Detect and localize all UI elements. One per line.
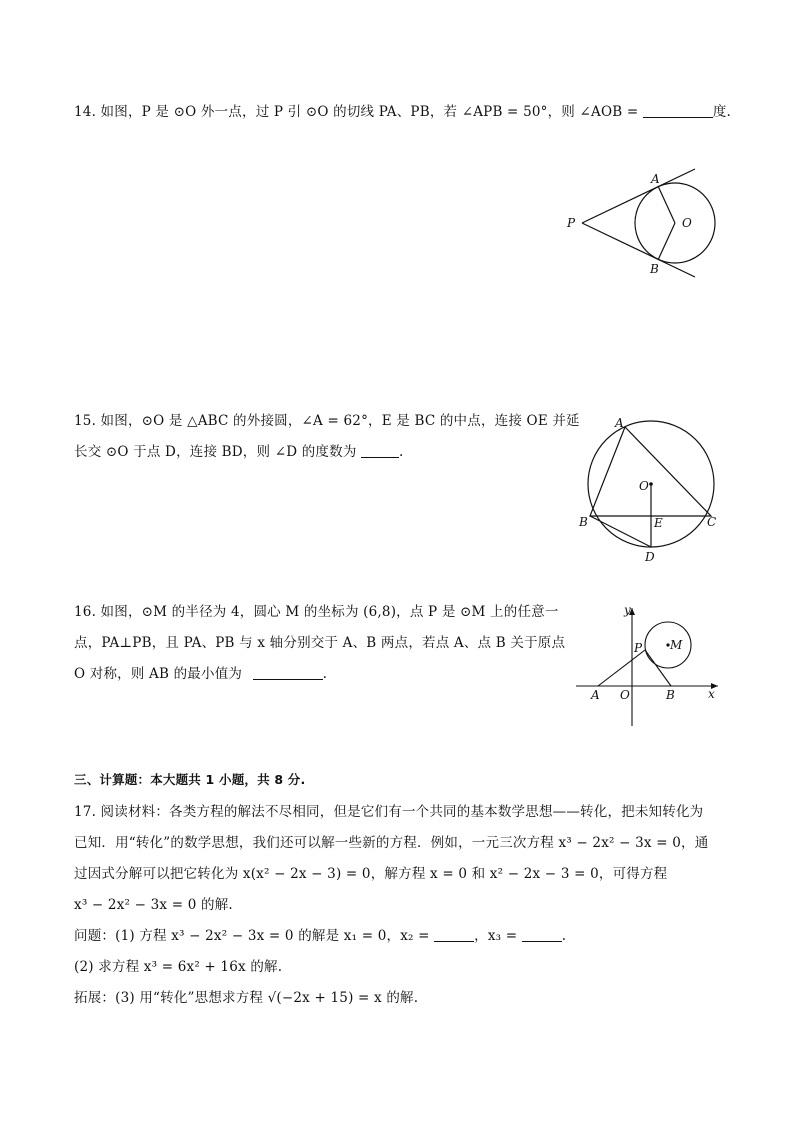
q15-label-o: O	[639, 479, 649, 493]
q15-segment-bd	[590, 516, 651, 547]
q16-label-m: M	[670, 638, 683, 652]
q16-answer-blank[interactable]	[253, 665, 323, 680]
q17-line1: 17. 阅读材料：各类方程的解法不尽相同，但是它们有一个共同的基本数学思想——转化，把未知转化为	[74, 804, 704, 820]
q17-x3-blank[interactable]	[522, 927, 562, 942]
q16-segment-pa	[598, 650, 645, 686]
q17-part1-stem: 问题：(1) 方程 x³ − 2x² − 3x = 0 的解是 x₁ = 0，x₂ =	[74, 928, 430, 944]
q14-label-o: O	[682, 216, 692, 230]
q15-label-a: A	[615, 416, 624, 430]
q14-stem: 14. 如图，P 是 ⊙O 外一点，过 P 引 ⊙O 的切线 PA、PB，若 ∠APB = 50°，则 ∠AOB =	[74, 104, 639, 120]
q15-center-dot	[649, 482, 653, 486]
q16-line3	[74, 664, 327, 684]
q15-answer-blank[interactable]	[361, 443, 399, 458]
q16-label-p: P	[634, 641, 643, 655]
q16-label-o: O	[620, 688, 630, 702]
q15-label-d: D	[645, 550, 655, 564]
q17-line4: x³ − 2x² − 3x = 0 的解.	[74, 897, 233, 913]
q15-line1: 15. 如图，⊙O 是 △ABC 的外接圆，∠A = 62°，E 是 BC 的中点，连接 OE 并延	[74, 413, 580, 429]
q16-label-y: y	[624, 603, 631, 617]
q16-label-b: B	[666, 688, 675, 702]
q17-part1	[74, 926, 566, 946]
q15-label-e: E	[654, 516, 663, 530]
q17-part2: (2) 求方程 x³ = 6x² + 16x 的解.	[74, 959, 283, 975]
q14-unit: 度.	[712, 104, 732, 120]
q17-part3: 拓展：(3) 用“转化”思想求方程 √(−2x + 15) = x 的解.	[74, 990, 419, 1006]
q14-radius-oa	[658, 186, 675, 223]
q14-tangent-pa	[582, 169, 695, 223]
q15-label-c: C	[707, 515, 717, 529]
q14-text	[74, 102, 731, 122]
q14-answer-blank[interactable]	[643, 103, 713, 118]
q16-figure	[572, 600, 724, 732]
q15-figure	[575, 412, 735, 571]
q16-period: .	[322, 666, 328, 682]
q14-figure	[560, 165, 730, 289]
q16-label-a: A	[591, 688, 600, 702]
q14-label-p: P	[567, 216, 576, 230]
q17-part1-mid: ，x₃ =	[474, 928, 518, 944]
q15-line2	[74, 442, 404, 462]
q16-label-x: x	[708, 687, 715, 701]
q14-label-b: B	[650, 262, 659, 276]
q17-part1-end: .	[561, 928, 567, 944]
q16-line2: 点，PA⊥PB，且 PA、PB 与 x 轴分别交于 A、B 两点，若点 A、点 B 关于原点	[74, 635, 566, 651]
q14-label-a: A	[651, 172, 660, 186]
q15-period: .	[399, 444, 404, 460]
q14-radius-ob	[658, 223, 675, 260]
q16-stem: O 对称，则 AB 的最小值为	[74, 666, 243, 682]
q15-label-b: B	[579, 515, 588, 529]
q17-x2-blank[interactable]	[434, 927, 474, 942]
q14-tangent-pb	[582, 223, 695, 277]
q17-line2: 已知．用“转化”的数学思想，我们还可以解一些新的方程．例如，一元三次方程 x³ − 2x² − 3x = 0，通	[74, 835, 709, 851]
q15-stem: 长交 ⊙O 于点 D，连接 BD，则 ∠D 的度数为	[74, 444, 357, 460]
section3-heading: 三、计算题：本大题共 1 小题，共 8 分.	[74, 772, 306, 787]
q16-line1: 16. 如图，⊙M 的半径为 4，圆心 M 的坐标为 (6,8)，点 P 是 ⊙M 上的任意一	[74, 604, 559, 620]
q17-line3: 过因式分解可以把它转化为 x(x² − 2x − 3) = 0，解方程 x = 0 和 x² − 2x − 3 = 0，可得方程	[74, 866, 668, 882]
